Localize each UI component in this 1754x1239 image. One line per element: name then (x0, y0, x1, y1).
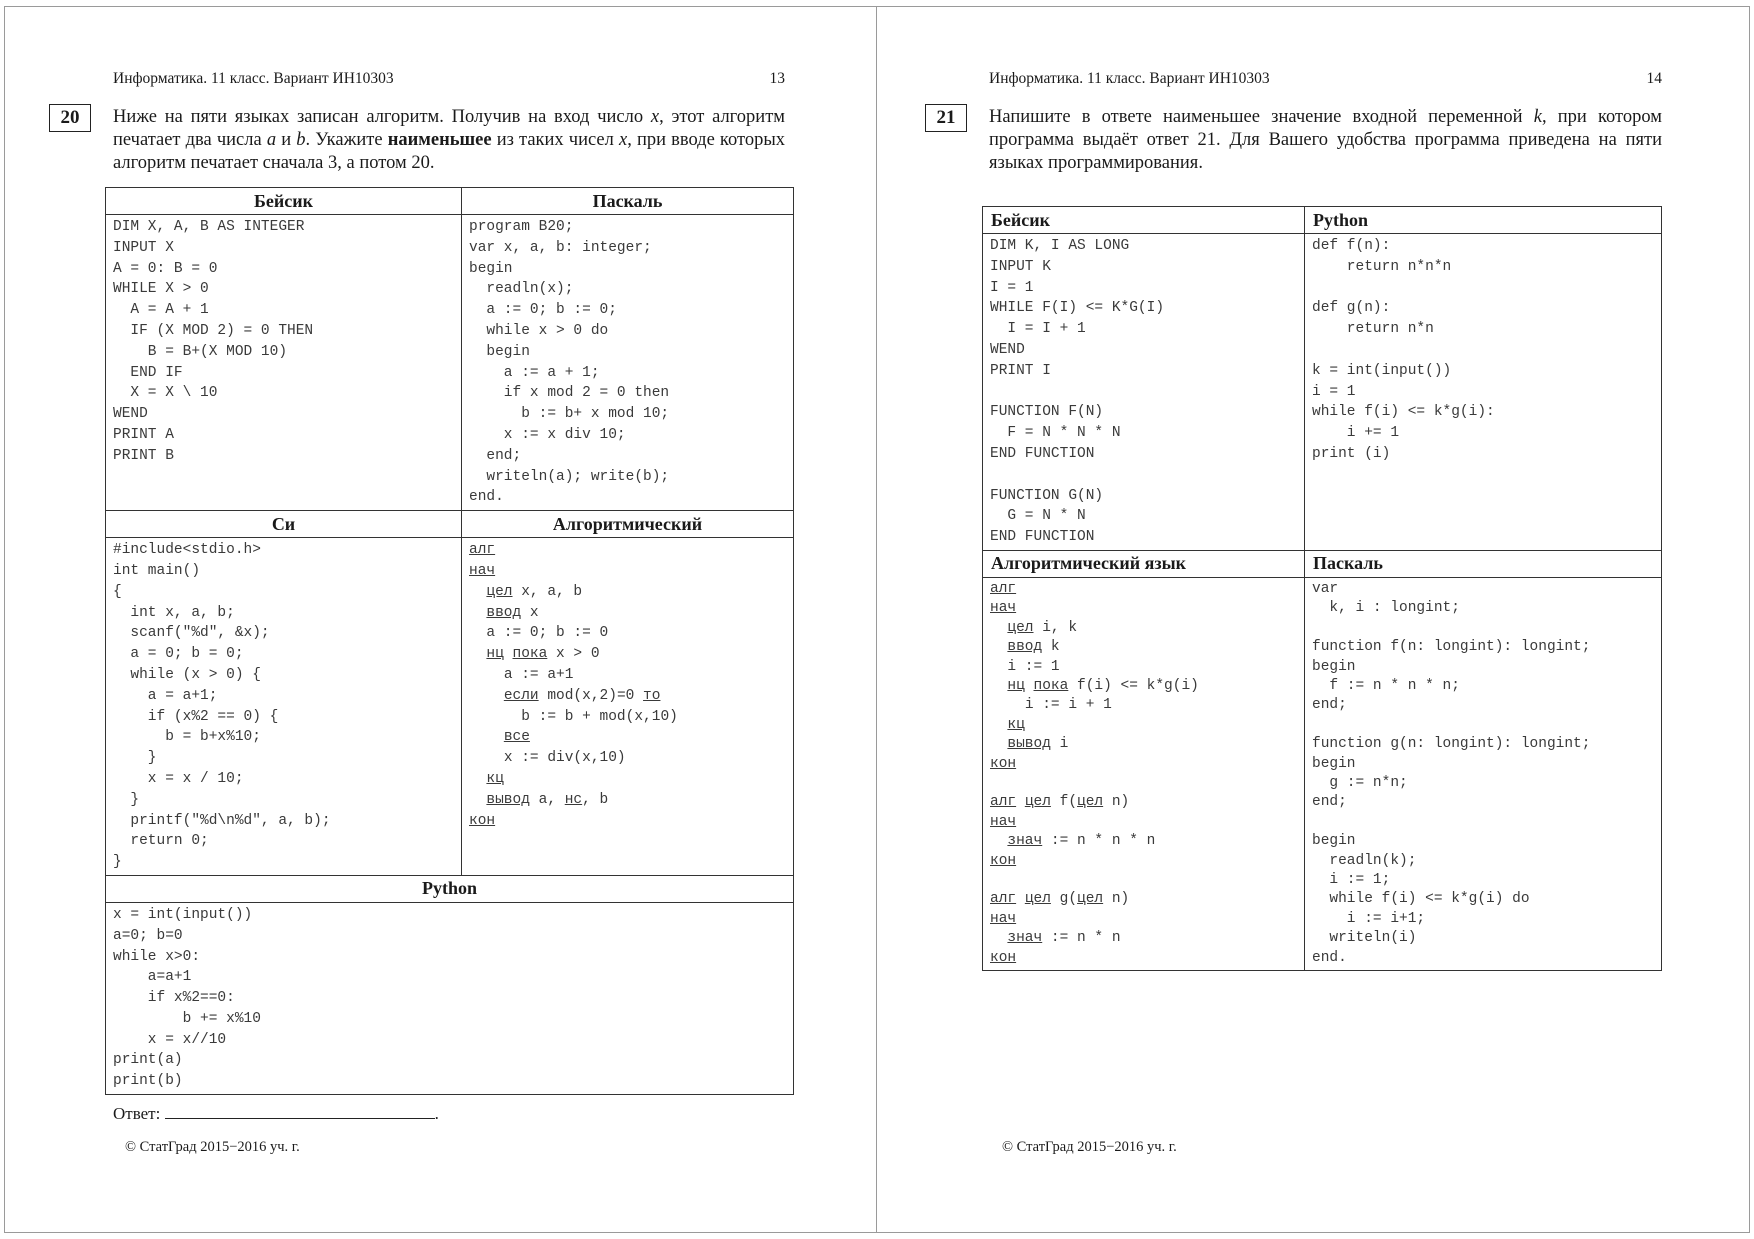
cell-pascal-code (1305, 577, 1662, 970)
running-header (113, 70, 785, 88)
cell-python-code (1305, 234, 1662, 551)
cell-python-code (106, 902, 794, 1094)
column-header-python: Python (106, 875, 794, 902)
cell-basic-code (983, 234, 1305, 551)
page-number: 13 (769, 70, 785, 87)
column-header-algorithmic: Алгоритмический (462, 511, 794, 538)
header-title: Информатика. 11 класс. Вариант ИН10303 (113, 70, 394, 87)
answer-label: Ответ: (113, 1104, 161, 1123)
pascal-code: var k, i : longint; function f(n: longint): longint; begin f := n * n * n; end; function g(n: longint): longint; begin g := n*n; end; begin readln(k); i := 1; while f(i) <= k*g(i) do i := i+1; writeln(i) end. (1312, 580, 1591, 966)
cell-algorithmic-code (983, 577, 1305, 970)
cell-algorithmic-code (462, 538, 794, 876)
basic-code: DIM X, A, B AS INTEGER INPUT X A = 0: B = 0 WHILE X > 0 A = A + 1 IF (X MOD 2) = 0 THEN B = B+(X MOD 10) END IF X = X \ 10 WEND PRINT A PRINT B (113, 219, 314, 464)
cell-basic-code (106, 215, 462, 511)
pascal-code: program B20; var x, a, b: integer; begin readln(x); a := 0; b := 0; while x > 0 do begin a := a + 1; if x mod 2 = 0 then b := b+ x mod 10; x := x div 10; end; writeln(a); write(b); end. (469, 219, 670, 506)
code-table-task-21 (982, 206, 1662, 971)
column-header-pascal: Паскаль (462, 188, 794, 215)
copyright-footer-right: © СтатГрад 2015−2016 уч. г. (1002, 1139, 1177, 1155)
column-header-basic: Бейсик (106, 188, 462, 215)
column-header-python: Python (1305, 207, 1662, 234)
task-number-box: 20 (49, 104, 91, 132)
column-header-basic: Бейсик (983, 207, 1305, 234)
answer-blank-line (165, 1104, 435, 1119)
c-code: #include<stdio.h> int main() { int x, a, b; scanf("%d", &x); a = 0; b = 0; while (x > 0) { a = a+1; if (x%2 == 0) { b = b+x%10; } x = x / 10; } printf("%d\n%d", a, b); return 0; } (113, 542, 331, 871)
column-header-c: Си (106, 511, 462, 538)
task-statement: Ниже на пяти языках записан алгоритм. Получив на вход число x, этот алгоритм печатает два числа a и b. Укажите наименьшее из таких чисел x, при вводе которых алгоритм печатает сначала 3, а потом 20. (113, 107, 786, 173)
copyright-footer: © СтатГрад 2015−2016 уч. г. (125, 1139, 300, 1155)
cell-pascal-code (462, 215, 794, 511)
header-title: Информатика. 11 класс. Вариант ИН10303 (989, 70, 1270, 87)
basic-code: DIM K, I AS LONG INPUT K I = 1 WHILE F(I) <= K*G(I) I = I + 1 WEND PRINT I FUNCTION F(N) F = N * N * N END FUNCTION FUNCTION G(N) G = N * N END FUNCTION (990, 238, 1165, 546)
python-code: def f(n): return n*n*n def g(n): return n*n k = int(input()) i = 1 while f(i) <= k*g(i): i += 1 print (i) (1312, 238, 1495, 462)
column-header-algorithmic: Алгоритмический язык (983, 550, 1305, 577)
answer-field: Ответ: . (113, 1104, 439, 1123)
page-number: 14 (1646, 70, 1662, 87)
task-statement: Напишите в ответе наименьшее значение входной переменной k, при котором программа выдаёт ответ 21. Для Вашего удобства программа приведена на пяти языках программирования. (989, 107, 1662, 173)
running-header (989, 70, 1662, 88)
algorithmic-code: алг нач цел i, k ввод k i := 1 нц пока f(i) <= k*g(i) i := i + 1 кц вывод i кон алг цел f(цел n) нач знач := n * n * n кон алг цел g(цел n) нач знач := n * n кон (990, 580, 1199, 966)
algorithmic-code: алг нач цел x, a, b ввод x a := 0; b := 0 нц пока x > 0 a := a+1 если mod(x,2)=0 то b := b + mod(x,10) все x := div(x,10) кц вывод a, нс, b кон (469, 542, 678, 829)
code-table-task-20 (105, 187, 794, 1095)
column-header-pascal: Паскаль (1305, 550, 1662, 577)
task-number-box: 21 (925, 104, 967, 132)
cell-c-code (106, 538, 462, 876)
python-code: x = int(input()) a=0; b=0 while x>0: a=a+1 if x%2==0: b += x%10 x = x//10 print(a) print(b) (113, 906, 261, 1090)
